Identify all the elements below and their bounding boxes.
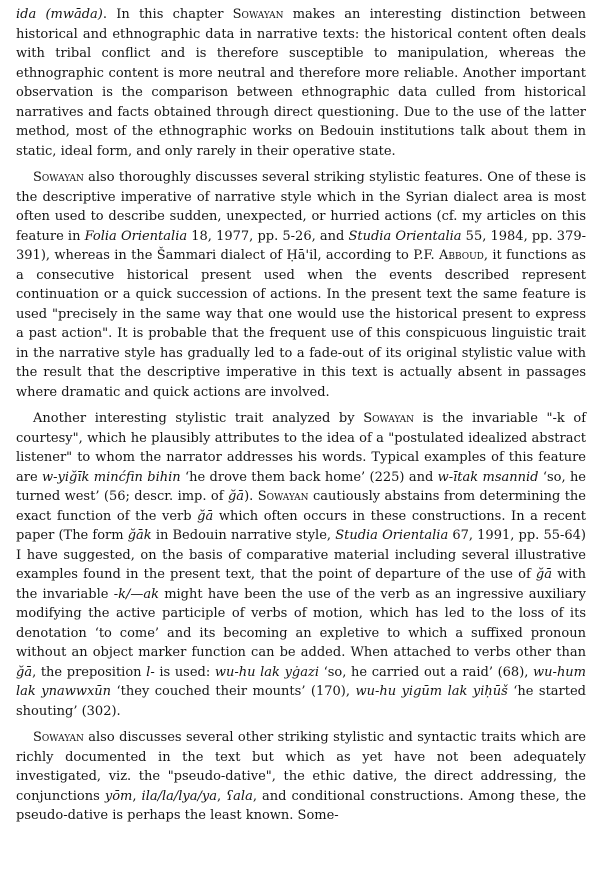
italic-term: l-: [146, 664, 155, 680]
text-run: ‘he started shouting’ (302).: [16, 684, 587, 719]
text-run: ‘so, he carried out a raid’ (68),: [319, 664, 534, 680]
italic-term: ida (mwāda): [16, 7, 103, 22]
italic-term: ʕala: [226, 788, 253, 804]
text-run: , the preposition: [32, 664, 147, 680]
italic-term: ğā: [16, 664, 33, 680]
paragraph-4: [16, 728, 586, 826]
italic-term: ila/la/lya/ya: [141, 788, 217, 804]
text-run: , and conditional constructions. Among these, the pseudo-dative is perhaps the least known. Some-: [16, 788, 587, 823]
author-name: Sowayan: [33, 730, 84, 745]
italic-term: -k/—ak: [113, 586, 159, 602]
italic-term: yōm: [104, 788, 133, 804]
author-name: Sowayan: [232, 7, 284, 22]
text-run: is used:: [154, 664, 215, 680]
text-run: . In this chapter: [102, 7, 233, 22]
text-run: ).: [244, 489, 258, 504]
italic-term: wu-hu lak yġazi: [214, 664, 319, 680]
text-run: cautiously abstains from determining the exact function of the verb: [16, 489, 586, 524]
text-run: 55, 1984, pp. 379-391), whereas in the Šammari dialect of Ḥā'il, according to P.F.: [16, 228, 586, 263]
italic-term: Studia Orientalia: [335, 528, 449, 543]
author-name: Sowayan: [363, 411, 415, 426]
text-run: makes an interesting distinction between historical and ethnographic data in narrative texts: the historical content often deals with tribal conflict and is therefore susceptible to manipulation, whereas the ethnographic content is more neutral and therefore more reliable. Another important observation is the comparison between ethnographic data culled from historical narratives and facts obtained through direct questioning. Due to the use of the latter method, most of the ethnographic works on Bedouin institutions talk about them in static, ideal form, and only rarely in their operative state.: [16, 7, 586, 159]
italic-term: ğāk: [127, 528, 152, 543]
text-run: ,: [132, 788, 142, 804]
author-name: Abboud: [438, 248, 484, 263]
text-run: might have been the use of the verb as an ingressive auxiliary modifying the active participle of verbs of motion, which has led to the loss of its denotation ‘to come’ and its becoming an expletive to which a suffixed pronoun without an object marker function can be added. When attached to verbs other than: [16, 586, 587, 660]
italic-term: ğā: [197, 508, 214, 524]
italic-term: ğā: [227, 489, 245, 504]
paragraph-2: [16, 168, 586, 402]
paragraph-1: [16, 5, 586, 161]
paragraph-3: [16, 409, 586, 721]
text-run: ,: [217, 788, 227, 804]
author-name: Sowayan: [33, 170, 84, 185]
italic-term: wu-hum lak ynawwxūn: [16, 664, 587, 699]
text-run: ‘he drove them back home’ (225) and: [180, 469, 438, 485]
italic-term: w-yiğīk minćfin bihin: [42, 469, 181, 485]
italic-term: w-ītak msannid: [437, 469, 539, 485]
text-run: also thoroughly discusses several striking stylistic features. One of these is the descriptive imperative of narrative style which in the Syrian dialect area is most often used to describe sudden, unexpected, or hurried actions (cf. my articles on this feature in: [16, 170, 586, 244]
text-run: ‘they couched their mounts’ (170),: [111, 684, 356, 699]
text-run: ‘so, he turned west’ (56; descr. imp. of: [16, 469, 587, 504]
text-run: in Bedouin narrative style,: [151, 528, 336, 543]
italic-term: Studia Orientalia: [348, 228, 462, 244]
italic-term: ğā: [535, 567, 552, 582]
text-run: 67, 1991, pp. 55-64) I have suggested, on the basis of comparative material including several illustrative examples found in the present text, that the point of departure of the use of: [16, 528, 586, 582]
italic-term: Folia Orientalia: [84, 228, 188, 244]
text-run: , it functions as a consecutive historical present used when the events described represent continuation or a quick succession of actions. In the present text the same feature is used "precisely in the same way that one would use the historical present to express a past action". It is probable that the frequent use of this conspicuous linguistic trait in the narrative style has gradually led to a fade-out of its original stylistic value with the result that the descriptive imperative in this text is actually absent in passages where dramatic and quick actions are involved.: [16, 248, 586, 400]
italic-term: wu-hu yigūm lak yiḥūš: [355, 684, 508, 699]
text-run: Another interesting stylistic trait analyzed by: [33, 411, 364, 426]
text-run: is the invariable "-k of courtesy", which he plausibly attributes to the idea of a "postulated idealized abstract listener" to whom the narrator addresses his words. Typical examples of this feature are: [16, 411, 587, 485]
text-run: which often occurs in these constructions. In a recent paper (The form: [16, 508, 586, 543]
text-run: with the invariable: [16, 567, 587, 602]
text-run: also discusses several other striking stylistic and syntactic traits which are richly documented in the text but which as yet have not been adequately investigated, viz. the "pseudo-dative", the ethic dative, the direct addressing, the conjunctions: [16, 730, 586, 804]
author-name: Sowayan: [257, 489, 309, 504]
text-run: 18, 1977, pp. 5-26, and: [187, 228, 349, 244]
